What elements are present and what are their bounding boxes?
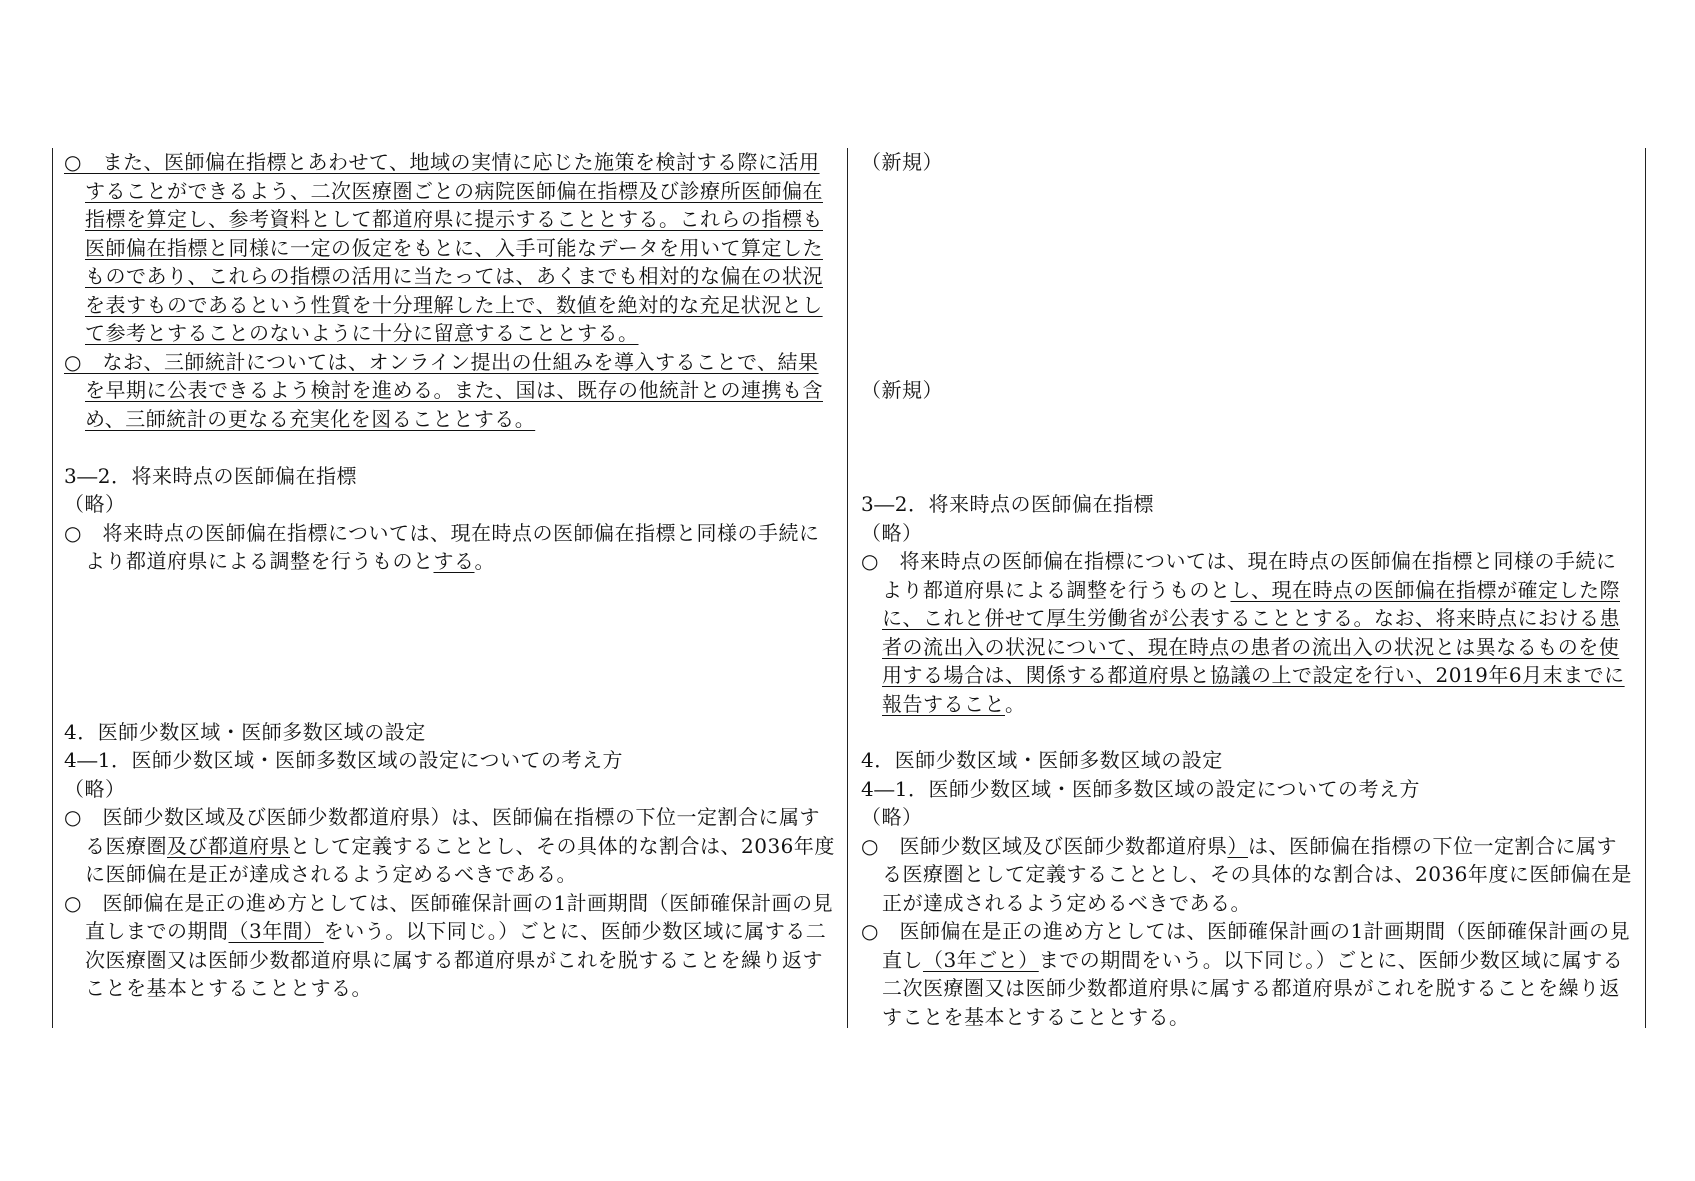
paragraph-correction-method: ○ 医師偏在是正の進め方としては、医師確保計画の1計画期間（医師確保計画の見直しまでの期間（3年間）をいう。以下同じ。）ごとに、医師少数区域に属する二次医療圏又は医師少数都道府県に属する都道府県がこれを脱することを繰り返すことを基本とすることとする。 bbox=[64, 890, 834, 1000]
table-divider bbox=[847, 148, 848, 1028]
omitted-marker: （略） bbox=[861, 520, 923, 545]
paragraph-indicator-note: ○ また、医師偏在指標とあわせて、地域の実情に応じた施策を検討する際に活用することができるよう、二次医療圏ごとの病院医師偏在指標及び診療所医師偏在指標を算定し、参考資料として都道府県に提示することとする。これらの指標も医師偏在指標と同様に一定の仮定をもとに、入手可能なデータを用いて算定したものであり、これらの指標の活用に当たっては、あくまでも相対的な偏在の状況を表すものであるという性質を十分理解した上で、数値を絶対的な充足状況として参考とすることのないように十分に留意することとする。 bbox=[64, 150, 823, 345]
current-column bbox=[861, 148, 1634, 1028]
omitted-marker: （略） bbox=[861, 805, 923, 829]
paragraph-shortage-area: ○ 医師少数区域及び医師少数都道府県）は、医師偏在指標の下位一定割合に属する医療圏として定義することとし、その具体的な割合は、2036年度に医師偏在是正が達成されるよう定めるべきである。 bbox=[861, 833, 1632, 915]
paragraph-correction-method: ○ 医師偏在是正の進め方としては、医師確保計画の1計画期間（医師確保計画の見直し（3年ごと）までの期間をいう。以下同じ。）ごとに、医師少数区域に属する二次医療圏又は医師少数都道府県に属する都道府県がこれを脱することを繰り返すことを基本とすることとする。 bbox=[861, 919, 1631, 1029]
omitted-marker: （略） bbox=[64, 492, 126, 516]
table-border-left bbox=[52, 148, 53, 1028]
paragraph-future-indicator: ○ 将来時点の医師偏在指標については、現在時点の医師偏在指標と同様の手続により都道府県による調整を行うものとする。 bbox=[64, 520, 820, 573]
paragraph-future-indicator: ○ 将来時点の医師偏在指標については、現在時点の医師偏在指標と同様の手続により都道府県による調整を行うものとし、現在時点の医師偏在指標が確定した際に、これと併せて厚生労働省が公表することとする。なお、将来時点における患者の流出入の状況について、現在時点の患者の流出入の状況とは異なるものを使用する場合は、関係する都道府県と協議の上で設定を行い、2019年6月末までに報告すること。 bbox=[861, 549, 1625, 716]
heading-4: 4．医師少数区域・医師多数区域の設定 bbox=[64, 719, 426, 744]
heading-4-1: 4―1．医師少数区域・医師多数区域の設定についての考え方 bbox=[64, 748, 624, 772]
omitted-marker: （略） bbox=[64, 776, 126, 801]
heading-4: 4．医師少数区域・医師多数区域の設定 bbox=[861, 748, 1223, 772]
heading-3-2: 3―2．将来時点の医師偏在指標 bbox=[861, 492, 1154, 516]
paragraph-statistics-note: ○ なお、三師統計については、オンライン提出の仕組みを導入することで、結果を早期に公表できるよう検討を進める。また、国は、既存の他統計との連携も含め、三師統計の更なる充実化を図ることとする。 bbox=[64, 349, 823, 431]
heading-3-2: 3―2．将来時点の医師偏在指標 bbox=[64, 463, 357, 488]
heading-4-1: 4―1．医師少数区域・医師多数区域の設定についての考え方 bbox=[861, 776, 1421, 801]
table-border-right bbox=[1645, 148, 1646, 1028]
new-marker: （新規） bbox=[861, 150, 943, 174]
new-marker: （新規） bbox=[861, 378, 943, 402]
revised-column bbox=[64, 148, 837, 1028]
paragraph-shortage-area: ○ 医師少数区域及び医師少数都道府県）は、医師偏在指標の下位一定割合に属する医療圏及び都道府県として定義することとし、その具体的な割合は、2036年度に医師偏在是正が達成されるよう定めるべきである。 bbox=[64, 805, 835, 886]
comparison-table bbox=[52, 148, 1645, 1028]
